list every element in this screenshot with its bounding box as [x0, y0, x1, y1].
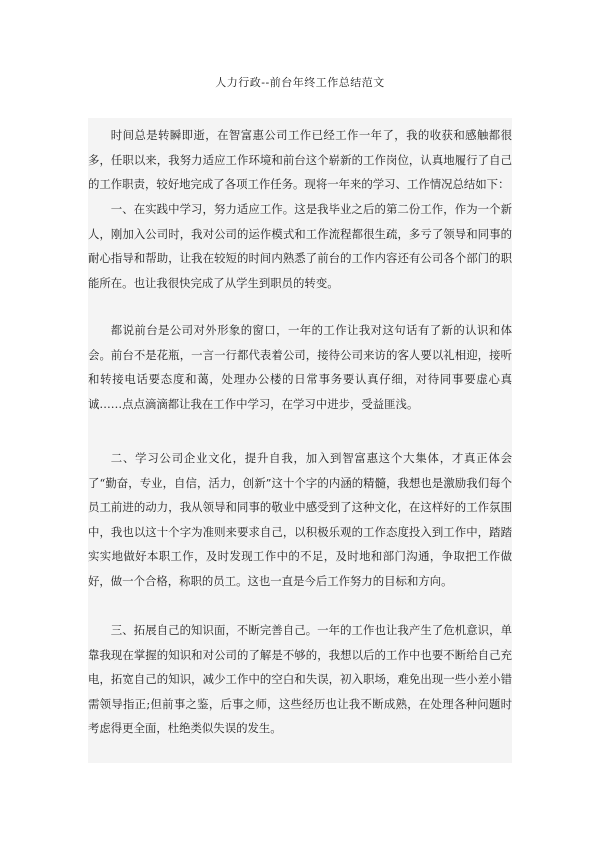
document-title: 人力行政--前台年终工作总结范文 — [215, 76, 385, 89]
document-body — [88, 118, 512, 763]
paragraph-section-1: 一、在实践中学习，努力适应工作。这是我毕业之后的第二份工作，作为一个新人，刚加入公司时，我对公司的运作模式和工作流程都很生疏，多亏了领导和同事的耐心指导和帮助，让我在较短的时间内熟悉了前台的工作内容还有公司各个部门的职能所在。也让我很快完成了从学生到职员的转变。 — [88, 202, 512, 290]
paragraph-front-desk: 都说前台是公司对外形象的窗口，一年的工作让我对这句话有了新的认识和体会。前台不是花瓶，一言一行都代表着公司，接待公司来访的客人要以礼相迎，接听和转接电话要态度和蔼，处理办公楼的日常事务要认真仔细，对待同事要虚心真诚……点点滴滴都让我在工作中学习，在学习中进步，受益匪浅。 — [88, 323, 512, 411]
paragraph-intro: 时间总是转瞬即逝，在智富惠公司工作已经工作一年了，我的收获和感触都很多，任职以来，我努力适应工作环境和前台这个崭新的工作岗位，认真地履行了自己的工作职责，较好地完成了各项工作任务。现将一年来的学习、工作情况总结如下： — [88, 128, 512, 192]
paragraph-section-3: 三、拓展自己的知识面，不断完善自己。一年的工作也让我产生了危机意识，单靠我现在掌握的知识和对公司的了解是不够的，我想以后的工作中也要不断给自己充电，拓宽自己的知识，减少工作中的空白和失误，初入职场，难免出现一些小差小错需领导指正;但前事之鉴，后事之师，这些经历也让我不断成熟，在处理各种问题时考虑得更全面，杜绝类似失误的发生。 — [88, 623, 512, 736]
paragraph-section-2: 二、学习公司企业文化，提升自我，加入到智富惠这个大集体，才真正体会了“勤奋，专业，自信，活力，创新”这十个字的内涵的精髓，我想也是激励我们每个员工前进的动力，我从领导和同事的敬业中感受到了这种文化，在这样好的工作氛围中，我也以这十个字为准则来要求自己，以积极乐观的工作态度投入到工作中，踏踏实实地做好本职工作，及时发现工作中的不足，及时地和部门沟通，争取把工作做好，做一个合格，称职的员工。这也一直是今后工作努力的目标和方向。 — [88, 451, 512, 588]
